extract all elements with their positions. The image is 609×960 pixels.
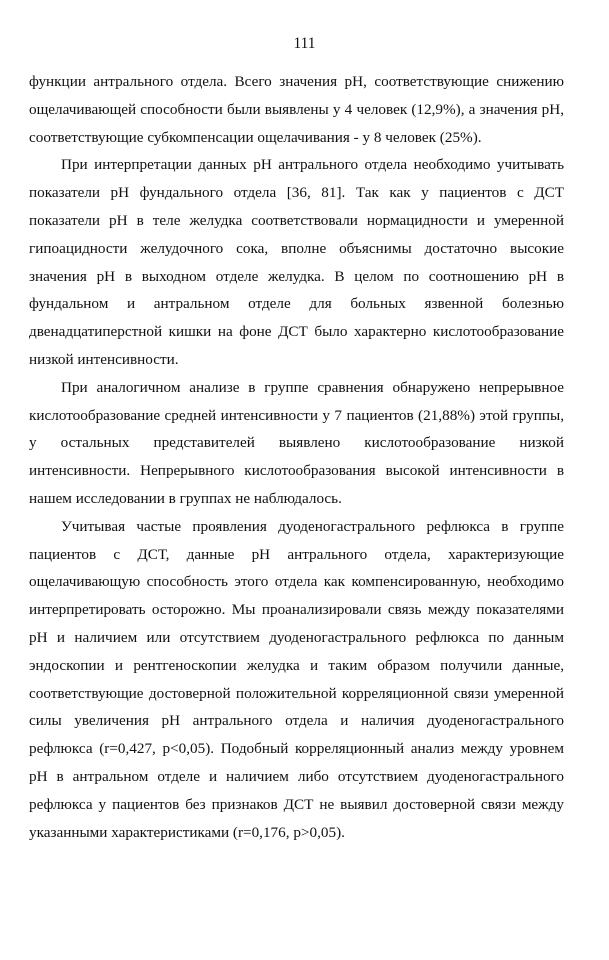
paragraph: При аналогичном анализе в группе сравнения обнаружено непрерывное кислотообразование средней интенсивности у 7 пациентов (21,88%) этой группы, у остальных представителей выявлено кислотообразование низкой интенсивности. Непрерывного кислотообразования высокой интенсивности в нашем исследовании в группах не наблюдалось. — [29, 378, 564, 507]
paragraph: При интерпретации данных рН антрального отдела необходимо учитывать показатели рН фундального отдела [36, 81]. Так как у пациентов с ДСТ показатели рН в теле желудка соответствовали нормацидности и умеренной гипоацидности желудочного сока, вполне объяснимы достаточно высокие значения рН в выходном отделе желудка. В целом по соотношению рН в фундальном и антральном отделе для больных язвенной болезнью двенадцатиперстной кишки на фоне ДСТ было характерно кислотообразование низкой интенсивности. — [29, 156, 564, 368]
body-text — [29, 68, 564, 846]
page-number: 111 — [293, 35, 316, 52]
paragraph-continuation: функции антрального отдела. Всего значения рН, соответствующие снижению ощелачивающей способности были выявлены у 4 человек (12,9%), а значения рН, соответствующие субкомпенсации ощелачивания - у 8 человек (25%). — [29, 73, 564, 146]
paragraph: Учитывая частые проявления дуоденогастрального рефлюкса в группе пациентов с ДСТ, данные рН антрального отдела, характеризующие ощелачивающую способность этого отдела как компенсированную, необходимо интерпретировать осторожно. Мы проанализировали связь между показателями рН и наличием или отсутствием дуоденогастрального рефлюкса по данным эндоскопии и рентгеноскопии желудка и таким образом получили данные, соответствующие достоверной положительной корреляционной связи умеренной силы увеличения рН антрального отдела и наличия дуоденогастрального рефлюкса (r=0,427, p<0,05). Подобный корреляционный анализ между уровнем рН в антральном отделе и наличием либо отсутствием дуоденогастрального рефлюкса у пациентов без признаков ДСТ не выявил достоверной связи между указанными характеристиками (r=0,176, p>0,05). — [29, 517, 564, 841]
